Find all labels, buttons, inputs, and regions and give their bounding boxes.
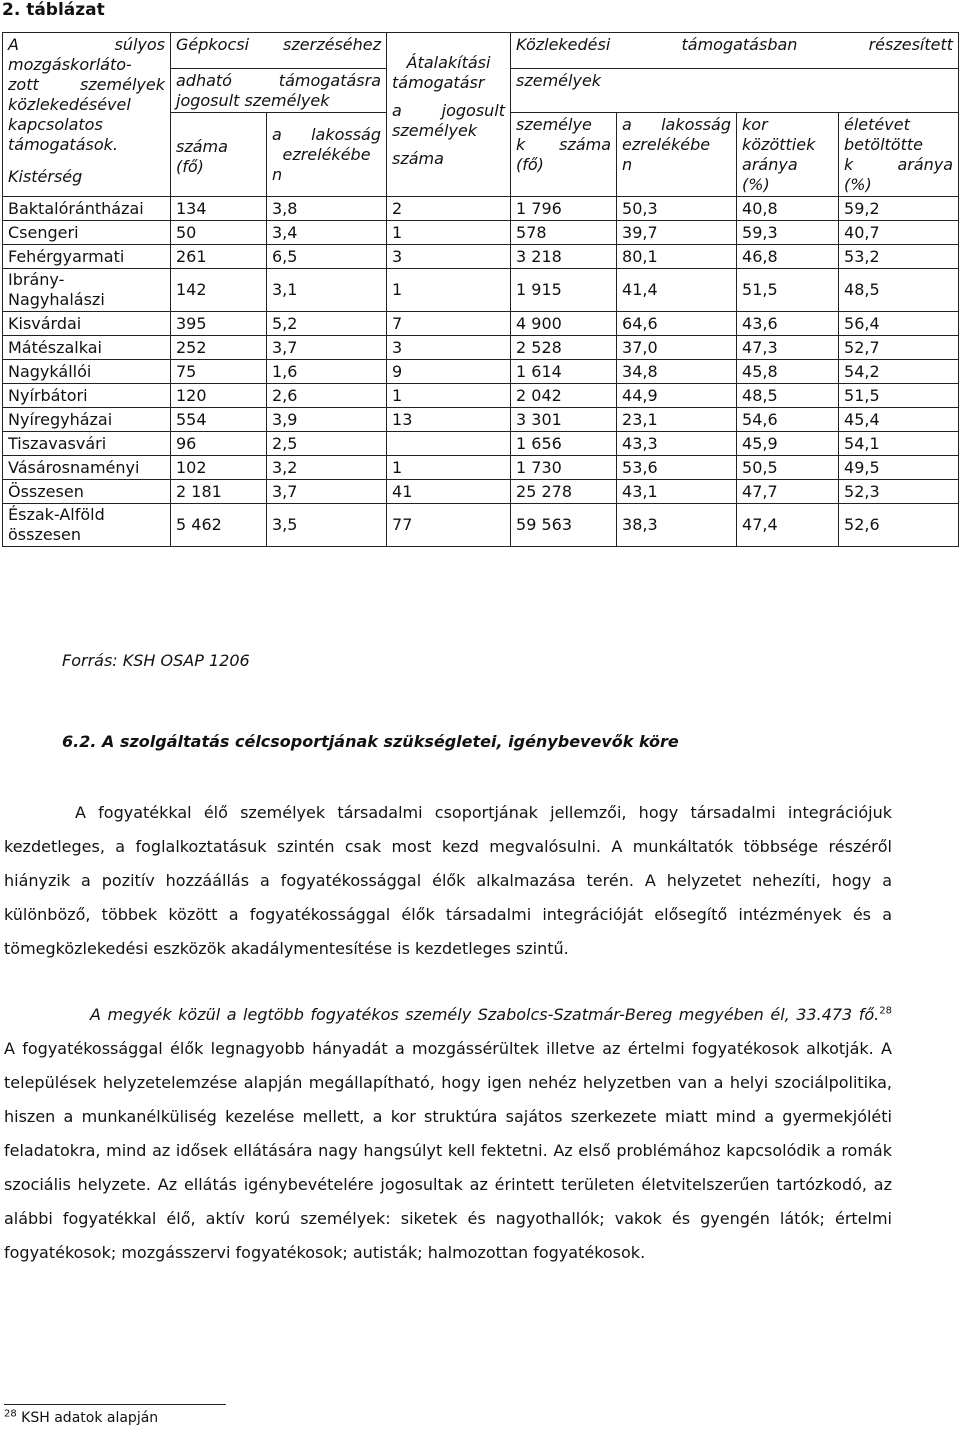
table-body <box>3 197 959 547</box>
paragraph-2 <box>4 998 892 1270</box>
header-age-1-62: kor közöttiek aránya (%) <box>737 113 839 197</box>
value-cell: 44,9 <box>617 384 737 408</box>
footnote-text: KSH adatok alapján <box>16 1410 159 1426</box>
header-region: A súlyos mozgáskorláto- zott személyek közlekedésével kapcsolatos támogatások. Kistérség <box>3 33 171 197</box>
value-cell: 53,2 <box>839 245 959 269</box>
value-cell: 59,3 <box>737 221 839 245</box>
value-cell: 45,4 <box>839 408 959 432</box>
value-cell: 43,6 <box>737 312 839 336</box>
value-cell: 50,3 <box>617 197 737 221</box>
value-cell: 3,1 <box>267 269 387 312</box>
value-cell: 48,5 <box>839 269 959 312</box>
table-row <box>3 384 959 408</box>
value-cell: 54,1 <box>839 432 959 456</box>
value-cell: 1 <box>387 456 511 480</box>
value-cell: 2 042 <box>511 384 617 408</box>
footnote-divider <box>4 1404 226 1405</box>
value-cell: 261 <box>171 245 267 269</box>
value-cell: 25 278 <box>511 480 617 504</box>
region-name-cell: Mátészalkai <box>3 336 171 360</box>
paragraph-2-text: A fogyatékossággal élők legnagyobb hányadát a mozgássérültek illetve az értelmi fogyatékosok alkotják. A települések helyzetelemzése alapján megállapítható, hogy igen nehéz helyzetben van a helyi szociálpolitika, hiszen a munkanélküliség kezelése mellett, a kor struktúra sajátos szerkezete miatt mind a gyermekjóléti feladatokra, mind az idősek ellátására nagy hangsúlyt kell fektetni. Az első problémához kapcsolódik a romák szociális helyzete. Az ellátás igénybevételére jogosultak az érintett területen életvitelszerűen tartózkodó, az alábbi fogyatékkal élő, aktív korú személyek: siketek és nagyothallók; vakok és gyengén látók; értelmi fogyatékosok; mozgásszervi fogyatékosok; autisták; halmozottan fogyatékosok. <box>4 1039 892 1262</box>
region-name-cell: Baktalórántházai <box>3 197 171 221</box>
value-cell: 1 614 <box>511 360 617 384</box>
header-count: száma (fő) <box>171 113 267 197</box>
header-permille-2: a lakosság ezrelékébe n <box>617 113 737 197</box>
footnote-ref: 28 <box>879 1005 892 1017</box>
value-cell: 1 915 <box>511 269 617 312</box>
value-cell: 3,4 <box>267 221 387 245</box>
table-row <box>3 197 959 221</box>
header-persons: személye k száma (fő) <box>511 113 617 197</box>
region-name-cell: Vásárosnaményi <box>3 456 171 480</box>
header-car-purchase: Gépkocsi szerzéséhez <box>171 33 387 69</box>
table-source: Forrás: KSH OSAP 1206 <box>62 651 250 670</box>
region-name-cell: Összesen <box>3 480 171 504</box>
value-cell: 40,7 <box>839 221 959 245</box>
value-cell: 3 <box>387 336 511 360</box>
value-cell: 2 181 <box>171 480 267 504</box>
value-cell: 102 <box>171 456 267 480</box>
value-cell: 52,7 <box>839 336 959 360</box>
header-conversion: Átalakítási támogatásr a jogosult személyek száma <box>387 33 511 197</box>
value-cell: 2,6 <box>267 384 387 408</box>
value-cell: 45,8 <box>737 360 839 384</box>
table-row <box>3 480 959 504</box>
value-cell: 3,8 <box>267 197 387 221</box>
value-cell: 47,7 <box>737 480 839 504</box>
table-row <box>3 336 959 360</box>
value-cell: 47,3 <box>737 336 839 360</box>
table-row <box>3 408 959 432</box>
value-cell: 2,5 <box>267 432 387 456</box>
region-name-cell: Csengeri <box>3 221 171 245</box>
footnote <box>4 1410 158 1426</box>
value-cell: 49,5 <box>839 456 959 480</box>
value-cell: 4 900 <box>511 312 617 336</box>
header-transport-support: Közlekedési támogatásban részesített <box>511 33 959 69</box>
region-name-cell: Ibrány- Nagyhalászi <box>3 269 171 312</box>
statistics-table <box>2 32 959 547</box>
value-cell: 56,4 <box>839 312 959 336</box>
region-name-cell: Tiszavasvári <box>3 432 171 456</box>
table-row <box>3 245 959 269</box>
value-cell: 6,5 <box>267 245 387 269</box>
value-cell: 52,6 <box>839 504 959 547</box>
value-cell: 41 <box>387 480 511 504</box>
table-row <box>3 269 959 312</box>
value-cell: 5 462 <box>171 504 267 547</box>
value-cell: 7 <box>387 312 511 336</box>
value-cell: 46,8 <box>737 245 839 269</box>
value-cell: 5,2 <box>267 312 387 336</box>
value-cell: 51,5 <box>737 269 839 312</box>
value-cell: 554 <box>171 408 267 432</box>
value-cell: 53,6 <box>617 456 737 480</box>
value-cell: 48,5 <box>737 384 839 408</box>
value-cell: 1 <box>387 269 511 312</box>
value-cell: 252 <box>171 336 267 360</box>
value-cell: 3,7 <box>267 336 387 360</box>
value-cell: 40,8 <box>737 197 839 221</box>
value-cell: 1 <box>387 384 511 408</box>
paragraph-1: A fogyatékkal élő személyek társadalmi csoportjának jellemzői, hogy társadalmi integrációjuk kezdetleges, a foglalkoztatásuk szintén csak most kezd megvalósulni. A munkáltatók többsége részéről hiányzik a pozitív hozzáállás a fogyatékossággal élők alkalmazása terén. A helyzetet nehezíti, hogy a különböző, többek között a fogyatékossággal élők társadalmi integrációját elősegítő intézmények és a tömegközlekedési eszközök akadálymentesítése is kezdetleges szintű. <box>4 803 892 958</box>
header-age-62-plus: életévet betöltötte k aránya (%) <box>839 113 959 197</box>
value-cell: 2 528 <box>511 336 617 360</box>
value-cell: 578 <box>511 221 617 245</box>
value-cell: 59,2 <box>839 197 959 221</box>
header-transport-sub: személyek <box>511 69 959 113</box>
header-permille: a lakosság ezrelékébe n <box>267 113 387 197</box>
value-cell: 3,2 <box>267 456 387 480</box>
value-cell: 1 <box>387 221 511 245</box>
value-cell: 1 796 <box>511 197 617 221</box>
table-row <box>3 360 959 384</box>
value-cell: 3 <box>387 245 511 269</box>
region-name-cell: Fehérgyarmati <box>3 245 171 269</box>
value-cell: 75 <box>171 360 267 384</box>
value-cell: 50,5 <box>737 456 839 480</box>
region-name-cell: Kisvárdai <box>3 312 171 336</box>
value-cell: 64,6 <box>617 312 737 336</box>
value-cell: 41,4 <box>617 269 737 312</box>
value-cell: 3 301 <box>511 408 617 432</box>
table-caption: 2. táblázat <box>2 0 105 20</box>
region-name-cell: Észak-Alföld összesen <box>3 504 171 547</box>
value-cell: 142 <box>171 269 267 312</box>
header-car-purchase-sub: adható támogatásra jogosult személyek <box>171 69 387 113</box>
table-row <box>3 312 959 336</box>
value-cell: 45,9 <box>737 432 839 456</box>
footnote-number: 28 <box>4 1408 17 1420</box>
region-name-cell: Nagykállói <box>3 360 171 384</box>
paragraph-2-italic: A megyék közül a legtöbb fogyatékos személy Szabolcs-Szatmár-Bereg megyében él, 33.473 fő. <box>90 1005 880 1024</box>
value-cell: 43,1 <box>617 480 737 504</box>
region-name-cell: Nyíregyházai <box>3 408 171 432</box>
value-cell: 9 <box>387 360 511 384</box>
value-cell <box>387 432 511 456</box>
value-cell: 134 <box>171 197 267 221</box>
value-cell: 34,8 <box>617 360 737 384</box>
value-cell: 54,2 <box>839 360 959 384</box>
region-name-cell: Nyírbátori <box>3 384 171 408</box>
value-cell: 1 656 <box>511 432 617 456</box>
table-row <box>3 456 959 480</box>
value-cell: 120 <box>171 384 267 408</box>
value-cell: 39,7 <box>617 221 737 245</box>
value-cell: 3,9 <box>267 408 387 432</box>
table-row <box>3 432 959 456</box>
value-cell: 2 <box>387 197 511 221</box>
value-cell: 395 <box>171 312 267 336</box>
value-cell: 3,5 <box>267 504 387 547</box>
table-row <box>3 221 959 245</box>
value-cell: 13 <box>387 408 511 432</box>
value-cell: 43,3 <box>617 432 737 456</box>
value-cell: 51,5 <box>839 384 959 408</box>
value-cell: 37,0 <box>617 336 737 360</box>
value-cell: 47,4 <box>737 504 839 547</box>
value-cell: 52,3 <box>839 480 959 504</box>
value-cell: 77 <box>387 504 511 547</box>
value-cell: 96 <box>171 432 267 456</box>
value-cell: 3 218 <box>511 245 617 269</box>
value-cell: 54,6 <box>737 408 839 432</box>
value-cell: 1 730 <box>511 456 617 480</box>
section-heading: 6.2. A szolgáltatás célcsoportjának szükségletei, igénybevevők köre <box>62 732 679 751</box>
value-cell: 50 <box>171 221 267 245</box>
value-cell: 3,7 <box>267 480 387 504</box>
table-row <box>3 504 959 547</box>
value-cell: 23,1 <box>617 408 737 432</box>
value-cell: 38,3 <box>617 504 737 547</box>
value-cell: 80,1 <box>617 245 737 269</box>
value-cell: 59 563 <box>511 504 617 547</box>
value-cell: 1,6 <box>267 360 387 384</box>
